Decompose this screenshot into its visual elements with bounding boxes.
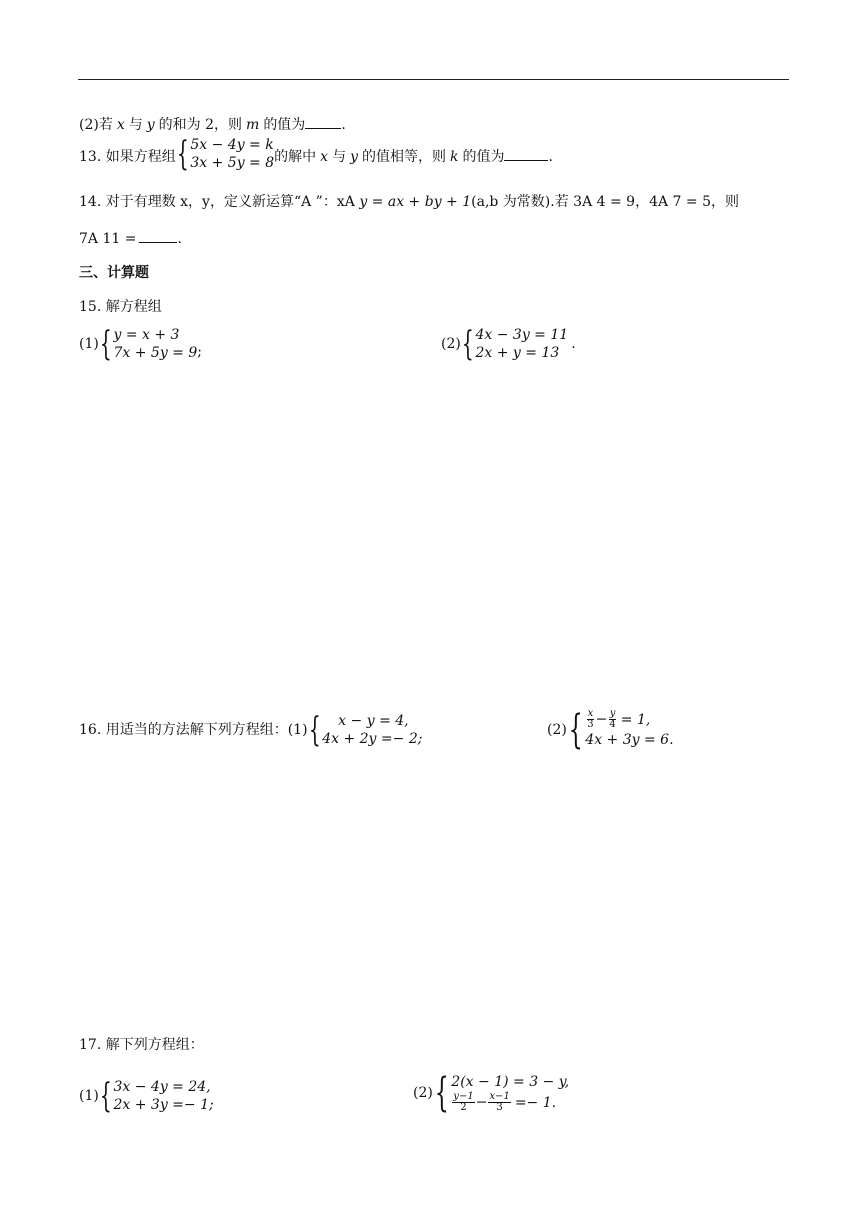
header-rule xyxy=(78,79,789,80)
question-17: 17. 解下列方程组： xyxy=(79,1037,204,1053)
fraction: $\frac{x}{3}$ xyxy=(587,708,594,730)
question-16-part-2: (2) { $\frac{x}{3}$ − $\frac{y}{4}$ = 1, 4x + 3y = 6. xyxy=(547,706,674,753)
question-15: 15. 解方程组 xyxy=(79,299,162,315)
brace: { xyxy=(176,134,189,174)
brace: { xyxy=(568,706,583,753)
answer-blank[interactable] xyxy=(305,114,341,129)
question-13: 13. 如果方程组 { 5x − 4y = k 3x + 5y = 8 的解中 x 与 y 的值相等，则 k 的值为 . xyxy=(79,134,553,174)
question-15-part-1: (1) { y = x + 3 7x + 5y = 9 ; xyxy=(79,324,202,364)
section-heading: 三、计算题 xyxy=(79,265,149,281)
brace: { xyxy=(99,1076,112,1116)
brace: { xyxy=(99,324,112,364)
fraction: $\frac{y}{4}$ xyxy=(609,708,616,730)
answer-blank[interactable] xyxy=(504,146,548,161)
brace: { xyxy=(461,324,474,364)
fraction: $\frac{x-1}{3}$ xyxy=(489,1091,510,1113)
equation-system: { 5x − 4y = k 3x + 5y = 8 xyxy=(176,134,275,174)
question-17-part-1: (1) { 3x − 4y = 24, 2x + 3y =− 1; xyxy=(79,1076,214,1116)
question-17-part-2: (2) { 2(x − 1) = 3 − y, $\frac{y-1}{2}$ − $\frac{x-1}{3}$ =− 1. xyxy=(413,1069,570,1116)
answer-blank[interactable] xyxy=(139,228,177,243)
question-15-part-2: (2) { 4x − 3y = 11 2x + y = 13 . xyxy=(441,324,576,364)
question-16: 16. 用适当的方法解下列方程组： (1) { x − y = 4, 4x + 2y =− 2; xyxy=(79,710,423,750)
brace: { xyxy=(434,1069,449,1116)
fraction: $\frac{y-1}{2}$ xyxy=(453,1091,474,1113)
question-14-line-1: 14. 对于有理数 x，y，定义新运算“A ”：xA y = ax + by + 1(a,b 为常数).若 3A 4 = 9，4A 7 = 5，则 xyxy=(79,194,739,210)
question-12-part-2: (2)若 x 与 y 的和为 2，则 m 的值为 . xyxy=(79,114,346,135)
question-14-line-2: 7A 11 = . xyxy=(79,228,182,249)
brace: { xyxy=(308,710,321,750)
